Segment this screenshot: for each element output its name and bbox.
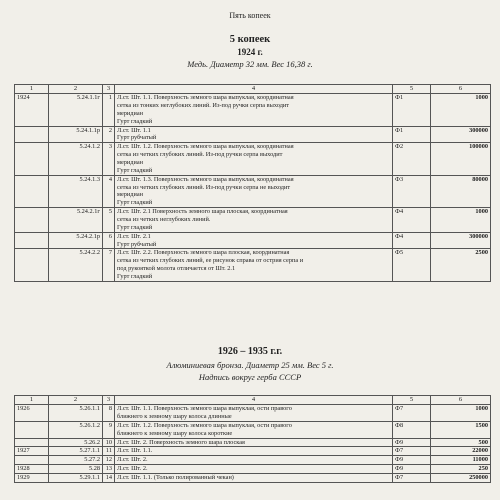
description-line: ближнего к земному шару колоса длинные: [117, 412, 232, 420]
row-number-cell: 2: [103, 126, 115, 143]
column-header: 1: [15, 85, 49, 94]
variety-cell: Ф3: [393, 175, 431, 207]
table-row: [15, 474, 491, 483]
variety-cell: Ф4: [393, 208, 431, 233]
table-row: [15, 143, 491, 175]
description-cell: [115, 94, 393, 126]
description-line: Л.ст. Шт. 2.: [117, 465, 148, 473]
description-line: Л.ст. Шт. 1.2. Поверхность земного шара выпуклая, координатная: [117, 143, 294, 151]
table-row: [15, 465, 491, 474]
variety-cell: Ф7: [393, 405, 431, 422]
table-row: [15, 405, 491, 422]
description-line: Л.ст. Шт. 1.3. Поверхность земного шара выпуклая, координатная: [117, 175, 294, 183]
table-row: [15, 421, 491, 438]
description-line: ближнего к земному шару колоса короткие: [117, 429, 233, 437]
section1-spec: Медь. Диаметр 32 мм. Вес 16,38 г.: [187, 59, 313, 69]
value-cell: 1000: [431, 208, 491, 233]
column-header: 2: [49, 396, 103, 405]
running-head: Пять копеек: [229, 11, 271, 20]
description-cell: [115, 208, 393, 233]
row-number-cell: 3: [103, 143, 115, 175]
row-number-cell: 12: [103, 456, 115, 465]
catalog-number-cell: 5.27.1.1: [49, 447, 103, 456]
column-header: 3: [103, 85, 115, 94]
column-header: 6: [431, 396, 491, 405]
value-cell: 1500: [431, 421, 491, 438]
table-header-row: [15, 396, 491, 405]
year-cell: [15, 143, 49, 175]
description-line: сетка из четких глубоких линий. Из-под ручки серпа выходит: [117, 151, 283, 159]
variety-cell: Ф2: [393, 143, 431, 175]
year-cell: 1927: [15, 447, 49, 456]
description-line: Гурт гладкий: [117, 166, 153, 174]
value-cell: 80000: [431, 175, 491, 207]
catalog-number-cell: 5.26.1.1: [49, 405, 103, 422]
description-cell: [115, 126, 393, 143]
variety-cell: Ф4: [393, 232, 431, 249]
column-header: 6: [431, 85, 491, 94]
row-number-cell: 4: [103, 175, 115, 207]
column-header: 4: [115, 85, 393, 94]
catalog-number-cell: 5.24.2.1р: [49, 232, 103, 249]
value-cell: 500: [431, 438, 491, 447]
description-line: меридиан: [117, 159, 144, 166]
section2-table: [14, 395, 491, 483]
table-row: [15, 232, 491, 249]
year-cell: [15, 126, 49, 143]
description-line: Л.ст. Шт. 2.: [117, 456, 148, 464]
year-cell: [15, 249, 49, 281]
value-cell: 250000: [431, 474, 491, 483]
year-cell: 1926: [15, 405, 49, 422]
catalog-number-cell: 5.24.2.1г: [49, 208, 103, 233]
section1-year: 1924 г.: [237, 47, 263, 57]
description-cell: [115, 249, 393, 281]
value-cell: 11000: [431, 456, 491, 465]
description-cell: [115, 474, 393, 483]
description-cell: [115, 143, 393, 175]
catalog-number-cell: 5.24.2.2: [49, 249, 103, 281]
description-line: Л.ст. Шт. 1.1: [117, 126, 151, 134]
catalog-number-cell: 5.24.1.2: [49, 143, 103, 175]
value-cell: 2500: [431, 249, 491, 281]
variety-cell: Ф1: [393, 126, 431, 143]
description-line: Л.ст. Шт. 2.2. Поверхность земного шара плоская, координатная: [117, 249, 290, 257]
description-line: Л.ст. Шт. 1.1. Поверхность земного шара выпуклая, ости правого: [117, 405, 292, 413]
variety-cell: Ф9: [393, 465, 431, 474]
section1-title: 5 копеек: [229, 34, 271, 45]
section2-inscription: Надпись вокруг герба СССР: [198, 372, 302, 382]
description-line: Гурт гладкий: [117, 199, 153, 207]
description-line: Л.ст. Шт. 2. Поверхность земного шара плоская: [117, 438, 245, 446]
description-line: сетка из четких глубоких линий. Из-под ручки серпа не выходит: [117, 183, 291, 191]
column-header: 4: [115, 396, 393, 405]
value-cell: 300000: [431, 126, 491, 143]
description-line: Гурт гладкий: [117, 273, 153, 281]
row-number-cell: 9: [103, 421, 115, 438]
year-cell: 1924: [15, 94, 49, 126]
description-line: Гурт рубчатый: [117, 134, 157, 142]
year-cell: [15, 421, 49, 438]
description-cell: [115, 465, 393, 474]
description-line: меридиан: [117, 191, 144, 199]
description-cell: [115, 405, 393, 422]
column-header: 5: [393, 85, 431, 94]
table-header-row: [15, 85, 491, 94]
row-number-cell: 11: [103, 447, 115, 456]
description-line: сетка из тонких неглубоких линий. Из-под ручки серпа выходит: [117, 101, 290, 109]
table-row: [15, 175, 491, 207]
column-header: 2: [49, 85, 103, 94]
column-header: 1: [15, 396, 49, 405]
row-number-cell: 14: [103, 474, 115, 483]
row-number-cell: 10: [103, 438, 115, 447]
description-cell: [115, 232, 393, 249]
year-cell: [15, 175, 49, 207]
year-cell: [15, 438, 49, 447]
description-line: меридиан: [117, 109, 144, 117]
section2-title: 1926 – 1935 г.г.: [217, 346, 283, 357]
row-number-cell: 7: [103, 249, 115, 281]
table-row: [15, 208, 491, 233]
row-number-cell: 5: [103, 208, 115, 233]
table-row: [15, 456, 491, 465]
year-cell: [15, 456, 49, 465]
value-cell: 300000: [431, 232, 491, 249]
description-line: Л.ст. Шт. 1.2. Поверхность земного шара выпуклая, ости правого: [117, 421, 292, 429]
description-line: под рукояткой молота отличается от Шт. 2.1: [117, 265, 236, 273]
value-cell: 22000: [431, 447, 491, 456]
catalog-number-cell: 5.24.1.1р: [49, 126, 103, 143]
description-line: Л.ст. Шт. 2.1: [117, 232, 151, 240]
description-line: сетка из четких неглубоких линий.: [117, 216, 211, 224]
description-cell: [115, 175, 393, 207]
variety-cell: Ф7: [393, 474, 431, 483]
column-header: 5: [393, 396, 431, 405]
description-cell: [115, 447, 393, 456]
year-cell: 1928: [15, 465, 49, 474]
table-row: [15, 447, 491, 456]
description-line: Л.ст. Шт. 1.1. (Только полированный чекан): [117, 474, 234, 481]
variety-cell: Ф7: [393, 447, 431, 456]
catalog-number-cell: 5.27.2: [49, 456, 103, 465]
value-cell: 250: [431, 465, 491, 474]
catalog-number-cell: 5.24.1.3: [49, 175, 103, 207]
description-line: Гурт гладкий: [117, 117, 153, 125]
variety-cell: Ф9: [393, 456, 431, 465]
column-header: 3: [103, 396, 115, 405]
catalog-number-cell: 5.29.1.1: [49, 474, 103, 483]
description-line: Гурт рубчатый: [117, 240, 157, 248]
variety-cell: Ф8: [393, 421, 431, 438]
row-number-cell: 1: [103, 94, 115, 126]
description-line: Л.ст. Шт. 2.1 Поверхность земного шара плоская, координатная: [117, 208, 288, 216]
catalog-number-cell: 5.24.1.1г: [49, 94, 103, 126]
table-row: [15, 94, 491, 126]
catalog-number-cell: 5.28: [49, 465, 103, 474]
description-cell: [115, 456, 393, 465]
description-line: Гурт гладкий: [117, 223, 153, 231]
table-row: [15, 249, 491, 281]
variety-cell: Ф5: [393, 249, 431, 281]
value-cell: 100000: [431, 143, 491, 175]
value-cell: 1000: [431, 405, 491, 422]
row-number-cell: 13: [103, 465, 115, 474]
year-cell: 1929: [15, 474, 49, 483]
row-number-cell: 6: [103, 232, 115, 249]
description-cell: [115, 421, 393, 438]
value-cell: 1000: [431, 94, 491, 126]
description-line: Л.ст. Шт. 1.1. Поверхность земного шара выпуклая, координатная: [117, 94, 294, 102]
description-line: сетка из четких глубоких линий, ее рисунок справа от острия серпа и: [117, 257, 304, 265]
year-cell: [15, 208, 49, 233]
catalog-number-cell: 5.26.1.2: [49, 421, 103, 438]
variety-cell: Ф9: [393, 438, 431, 447]
row-number-cell: 8: [103, 405, 115, 422]
catalog-number-cell: 5.26.2: [49, 438, 103, 447]
year-cell: [15, 232, 49, 249]
variety-cell: Ф1: [393, 94, 431, 126]
table-row: [15, 438, 491, 447]
section1-table: [14, 84, 491, 282]
description-line: Л.ст. Шт. 1.1.: [117, 447, 153, 455]
section2-spec: Алюминиевая бронза. Диаметр 25 мм. Вес 5 г.: [166, 360, 334, 370]
description-cell: [115, 438, 393, 447]
table-row: [15, 126, 491, 143]
